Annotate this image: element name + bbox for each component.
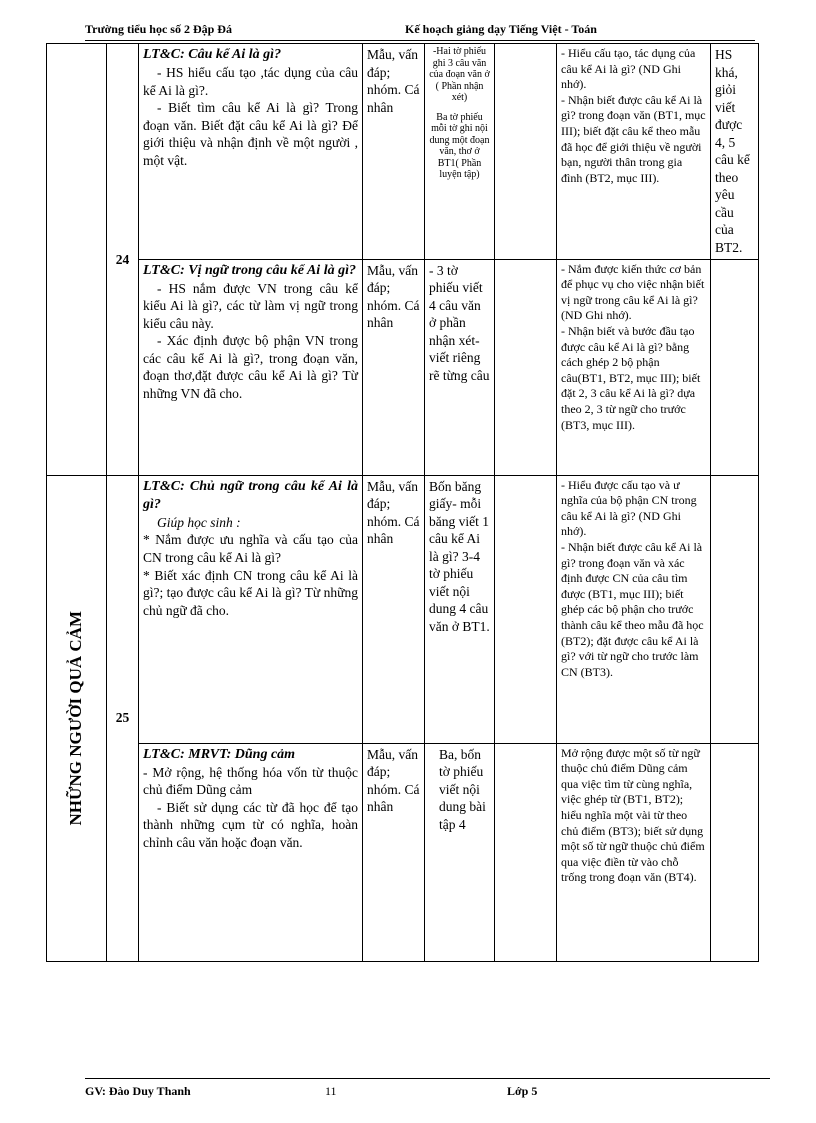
page-footer [85, 1078, 770, 1099]
lesson-title: LT&C: MRVT: Dũng cảm [143, 746, 296, 762]
teaching-method: Mẫu, vấn đáp; nhóm. Cá nhân [363, 44, 425, 260]
lesson-content [139, 475, 363, 743]
teaching-method: Mẫu, vấn đáp; nhóm. Cá nhân [363, 259, 425, 475]
notes: HS khá, giỏi viết được 4, 5 câu kể theo yêu cầu của BT2. [711, 44, 759, 260]
materials: - 3 tờ phiếu viết 4 câu văn ở phần nhận xét- viết riêng rẽ từng câu [425, 259, 495, 475]
objective: - HS hiểu cấu tạo ,tác dụng của câu kể Ai là gì?. [143, 65, 358, 98]
notes [711, 259, 759, 475]
objective: - Biết tìm câu kể Ai là gì? Trong đoạn văn. Biết đặt câu kể Ai là gì? Để giới thiệu và nhận định về một người , một vật. [143, 100, 358, 168]
empty-cell [495, 743, 557, 961]
theme-title: NHỮNG NGƯỜI QUẢ CẢM [66, 610, 86, 826]
week-number: 25 [107, 475, 139, 961]
materials-item: -Hai tờ phiếu ghi 3 câu văn của đoạn văn ở [429, 46, 490, 80]
teaching-method: Mẫu, vấn đáp; nhóm. Cá nhân [363, 743, 425, 961]
plan-title: Kế hoạch giảng dạy Tiếng Việt - Toán [405, 22, 597, 36]
objective: - Biết sử dụng các từ đã học để tạo thành những cụm từ có nghĩa, hoàn chỉnh câu văn hoặc đoạn văn. [143, 799, 358, 850]
grade-label: Lớp 5 [507, 1084, 538, 1098]
objective: - HS nắm được VN trong câu kể kiểu Ai là gì?, các từ làm vị ngữ trong kiểu câu này. [143, 280, 358, 331]
theme-cell-25 [47, 475, 107, 961]
teacher-name: GV: Đào Duy Thanh [85, 1084, 191, 1098]
learning-goals: - Nắm được kiến thức cơ bản để phục vụ cho việc nhận biết vị ngữ trong câu kể Ai là gì? (ND Ghi nhớ). - Nhận biết và bước đầu tạo được câu kể Ai là gì? bằng cách ghép 2 bộ phận câu(BT1, BT2, mục III); biết đặt 2, 3 câu kể Ai là gì? dựa theo 2, 3 từ ngữ cho trước (BT3, mục III). [557, 259, 711, 475]
materials [425, 44, 495, 260]
materials: Ba, bốn tờ phiếu viết nội dung bài tập 4 [425, 743, 495, 961]
lesson-content [139, 259, 363, 475]
table-row [47, 259, 759, 475]
page-number: 11 [325, 1084, 337, 1098]
lesson-title: LT&C: Câu kể Ai là gì? [143, 47, 282, 62]
materials-item: ( Phần nhận xét) [435, 80, 484, 103]
lesson-plan-table [46, 43, 759, 962]
objective: * Biết xác định CN trong câu kể Ai là gì?; tạo được câu kể Ai là gì? Từ những chủ ngữ đã cho. [143, 567, 358, 618]
materials: Bốn băng giấy- mỗi băng viết 1 câu kể Ai là gì? 3-4 tờ phiếu viết nội dung 4 câu văn ở BT1. [425, 475, 495, 743]
lesson-title: LT&C: Chủ ngữ trong câu kể Ai là gì? [143, 478, 358, 512]
objective: Giúp học sinh : [157, 514, 241, 530]
school-name: Trường tiểu học số 2 Đập Đá [85, 22, 232, 36]
notes [711, 743, 759, 961]
empty-cell [495, 259, 557, 475]
lesson-title: LT&C: Vị ngữ trong câu kể Ai là gì? [143, 262, 356, 278]
objective: * Nắm được ưu nghĩa và cấu tạo của CN trong câu kể Ai là gì? [143, 532, 358, 566]
page-header [85, 22, 755, 41]
empty-cell [495, 475, 557, 743]
table-row [47, 475, 759, 743]
lesson-content [139, 743, 363, 961]
theme-cell-24 [47, 44, 107, 476]
learning-goals: - Hiểu được cấu tạo và ư nghĩa của bộ phận CN trong câu kể Ai là gì? (ND Ghi nhớ). - Nhận biết được câu kể Ai là gì? trong đoạn văn và xác định được CN của câu tìm được (BT1, mục III); biết ghép các bộ phận cho trước thành câu kể theo mẫu đã học (BT2); đặt được câu kể Ai là gì? với từ ngữ cho trước làm CN (BT3). [557, 475, 711, 743]
learning-goals: - Hiểu cấu tạo, tác dụng của câu kể Ai là gì? (ND Ghi nhớ). - Nhận biết được câu kể Ai là gì? trong đoạn văn (BT1, mục III); biết đặt câu kể theo mẫu đã học để giới thiệu về người bạn, người thân trong gia đình (BT2, mục III). [557, 44, 711, 260]
teaching-method: Mẫu, vấn đáp; nhóm. Cá nhân [363, 475, 425, 743]
table-row [47, 44, 759, 260]
notes [711, 475, 759, 743]
table-row [47, 743, 759, 961]
empty-cell [495, 44, 557, 260]
lesson-content [139, 44, 363, 260]
week-number: 24 [107, 44, 139, 476]
objective: - Xác định được bộ phận VN trong các câu kể Ai là gì?, trong đoạn văn, đoạn thơ,đặt được câu kể Ai là gì? Từ những VN đã cho. [143, 333, 358, 402]
materials-item: Ba tờ phiếu mỗi tờ ghi nội dung một đoạn văn, thơ ở BT1( Phần luyện tập) [429, 111, 490, 180]
objective: - Mở rộng, hệ thống hóa vốn từ thuộc chủ điểm Dũng cảm [143, 764, 358, 798]
learning-goals: Mở rộng được một số từ ngữ thuộc chủ điểm Dũng cảm qua việc tìm từ cùng nghĩa, việc ghép từ (BT1, BT2); hiểu nghĩa một vài từ theo chủ điểm (BT3); biết sử dụng một số từ ngữ thuộc chủ điểm qua việc điền từ vào chỗ trống trong đoạn văn (BT4). [557, 743, 711, 961]
